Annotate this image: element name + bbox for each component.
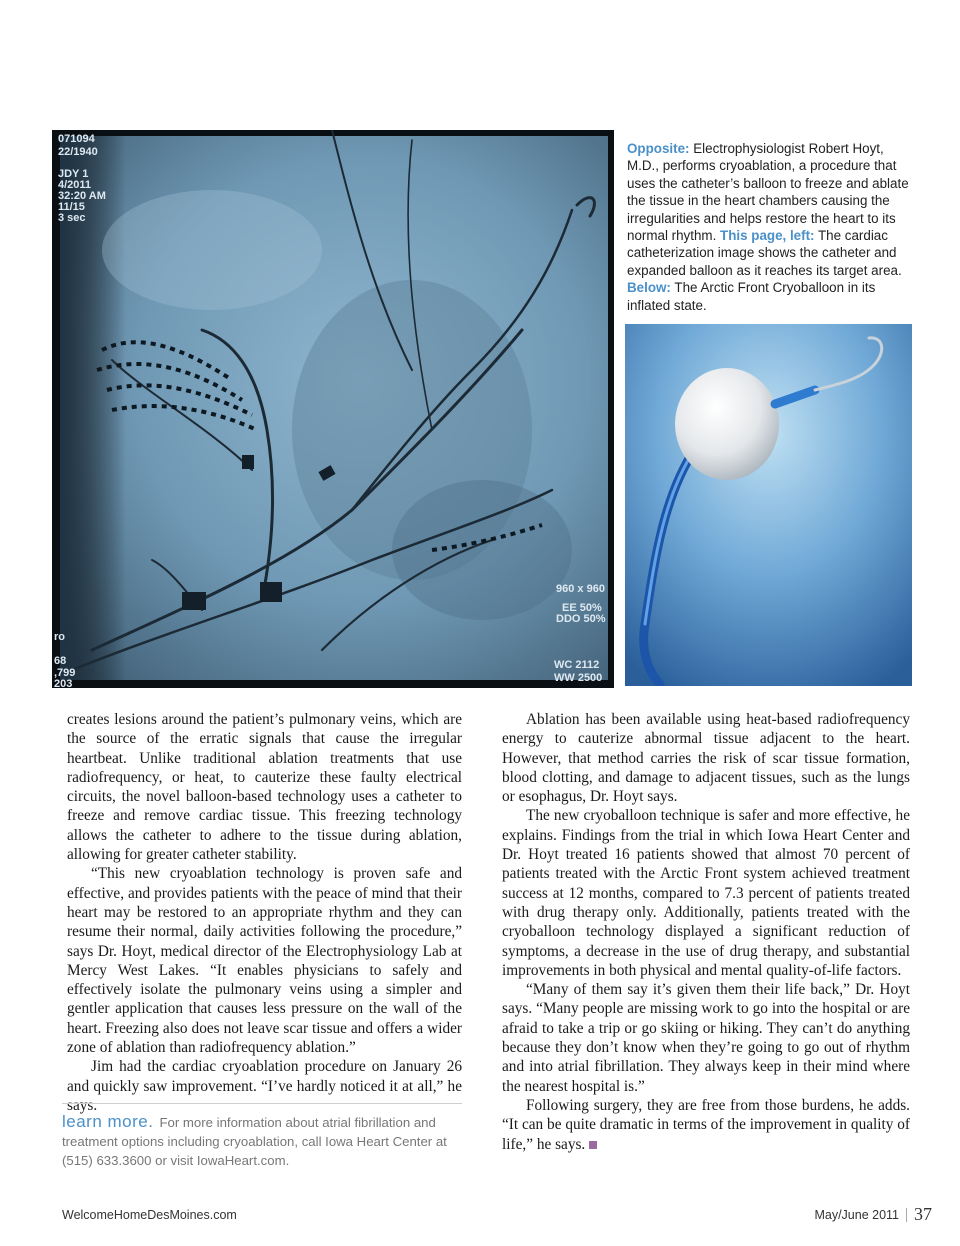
overlay-bottom-left-2: ,799: [54, 667, 76, 679]
footer-issue-block: [814, 1204, 932, 1225]
caption-lead-this-page: This page, left:: [720, 228, 815, 244]
overlay-bottom-left-0: ro: [54, 631, 65, 643]
cryoballoon-graphic: [625, 324, 912, 686]
xray-graphic: [52, 130, 614, 688]
overlay-left-3: JDY 1: [58, 168, 89, 180]
caption-lead-below: Below:: [627, 280, 671, 296]
caption-text-1: Electrophysiologist Robert Hoyt, M.D., performs cryoablation, a procedure that uses the catheter’s balloon to freeze and ablate the tissue in the heart chambers causing the irregularities and helps restore the heart to its normal rhythm.: [627, 141, 909, 244]
article-paragraph: Jim had the cardiac cryoablation procedure on January 26 and quickly saw improvement. “I’ve hardly noticed it at all,” he says.: [67, 1058, 462, 1114]
learn-more-text: For more information about atrial fibrillation and treatment options including cryoablation, call Iowa Heart Center at (515) 633.3600 or visit IowaHeart.com.: [62, 1115, 447, 1168]
footer-site: WelcomeHomeDesMoines.com: [62, 1208, 237, 1222]
caption-text-2: The cardiac catheterization image shows the catheter and expanded balloon as it reaches its target area.: [627, 228, 902, 278]
learn-more-box: [62, 1103, 462, 1170]
article-paragraph-last: [502, 1096, 910, 1154]
overlay-wc: WC 2112: [554, 659, 600, 671]
caption-lead-opposite: Opposite:: [627, 141, 690, 156]
overlay-right-2: DDO 50%: [556, 613, 606, 625]
learn-more-heading: learn more.: [62, 1112, 154, 1131]
overlay-left-4: 4/2011: [58, 179, 92, 191]
article-paragraph: “Many of them say it’s given them their life back,” Dr. Hoyt says. “Many people are missing work to go into the hospital or are afraid to take a trip or go skiing or hiking. They can’t do anything because they don’t know when they’re going to go out of rhythm and into atrial fibrillation. They always keep in their mind where the nearest hospital is.”: [502, 981, 910, 1095]
overlay-left-1: 22/1940: [58, 146, 98, 158]
page-number: 37: [914, 1204, 932, 1224]
article-paragraph: Ablation has been available using heat-based radiofrequency energy to cauterize abnormal tissue adjacent to the heart. However, that method carries the risk of scar tissue formation, blood clotting, and damage to adjacent tissues, such as the lungs or esophagus, Dr. Hoyt says.: [502, 711, 910, 806]
footer-issue: May/June 2011: [814, 1207, 899, 1222]
article-paragraph: creates lesions around the patient’s pulmonary veins, which are the source of the erratic signals that cause the irregular heartbeat. Unlike traditional ablation treatments that use radiofrequency, or heat, to cauterize these faulty electrical circuits, the novel balloon-based technology uses a catheter to freeze and remove cardiac tissue. This freezing technology allows the catheter to adhere to the tissue during ablation, allowing for greater catheter stability.: [67, 711, 462, 864]
overlay-left-6: 11/15: [58, 201, 85, 213]
overlay-left-5: 32:20 AM: [58, 190, 106, 202]
catheterization-image: [52, 130, 614, 688]
overlay-right-1: EE 50%: [562, 602, 602, 614]
overlay-ww: WW 2500: [554, 672, 603, 684]
article-column-left: [67, 710, 462, 1115]
overlay-right-0: 960 x 960: [556, 583, 605, 595]
overlay-left-7: 3 sec: [58, 212, 86, 224]
cryoballoon-photo: [625, 324, 912, 686]
end-mark-icon: [589, 1141, 597, 1149]
article-column-right: [502, 710, 910, 1154]
article-last-text: Following surgery, they are free from those burdens, he adds. “It can be quite dramatic in terms of the improvement in quality of life,” he says.: [502, 1096, 910, 1153]
overlay-bottom-left-1: 68: [54, 655, 67, 667]
article-paragraph: “This new cryoablation technology is proven safe and effective, and provides patients with the peace of mind that their heart may be restored to an appropriate rhythm and they can resume their normal, daily activities following the procedure,” says Dr. Hoyt, medical director of the Electrophysiology Lab at Mercy West Lakes. “It enables physicians to safely and effectively isolate the pulmonary veins using a simpler and gentler application that causes less pressure on the wall of the heart. Freezing also does not leave scar tissue and offers a wider zone of ablation than radiofrequency ablation.”: [67, 865, 462, 1057]
photo-caption: [627, 140, 913, 314]
caption-text-3: The Arctic Front Cryoballoon in its inflated state.: [627, 280, 876, 313]
overlay-bottom-left-3: 203: [54, 678, 73, 688]
overlay-left-0: 071094: [58, 133, 95, 145]
article-paragraph: The new cryoballoon technique is safer and more effective, he explains. Findings from the trial in which Iowa Heart Center and Dr. Hoyt treated 16 patients showed that almost 70 percent of patients treated with the Arctic Front system achieved treatment success at 12 months, compared to 7.3 percent of patients treated with drug therapy only. Additionally, patients treated with the cryoballoon technology displayed a significant reduction of symptoms, a decrease in the use of drug therapy, and substantial improvements in both physical and mental quality-of-life factors.: [502, 807, 910, 979]
footer-divider: [906, 1208, 907, 1222]
